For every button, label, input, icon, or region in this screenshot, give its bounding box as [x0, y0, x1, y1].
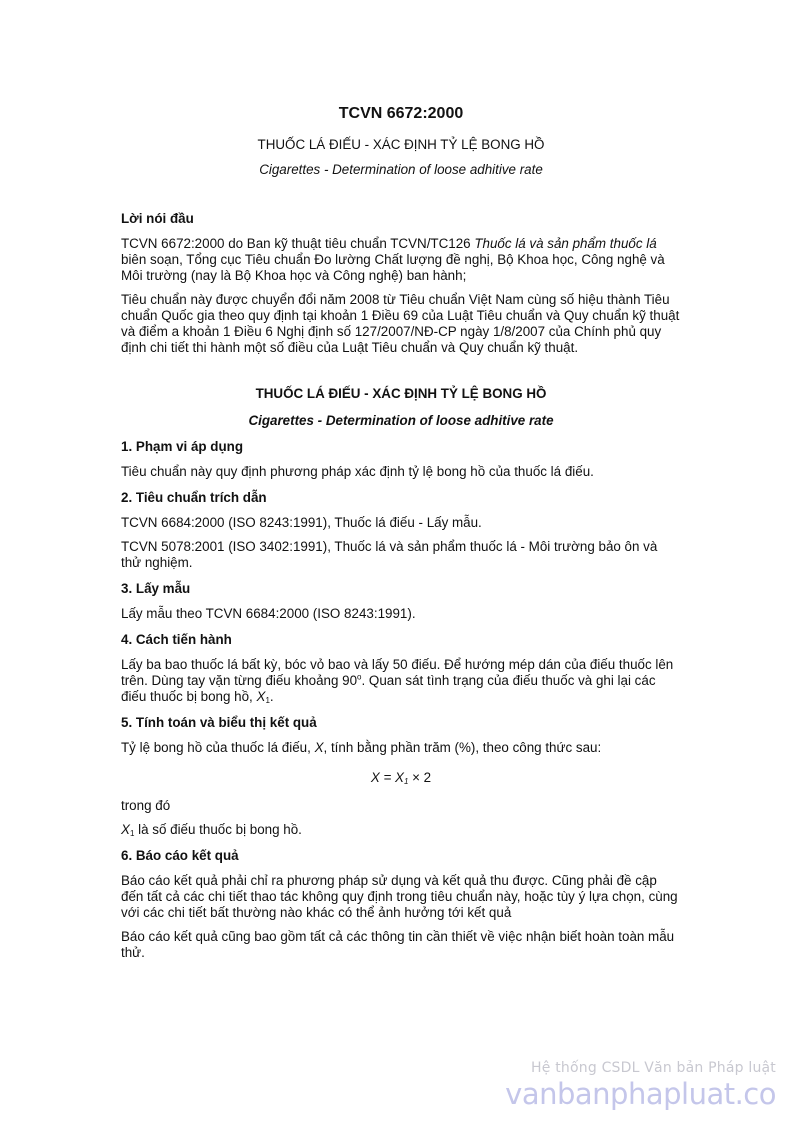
- section-2-ref-1: TCVN 6684:2000 (ISO 8243:1991), Thuốc lá điếu - Lấy mẫu.: [121, 515, 482, 530]
- section-3-heading: 3. Lấy mẫu: [121, 581, 191, 596]
- section-6-text-2: Báo cáo kết quả cũng bao gồm tất cả các thông tin cần thiết về việc nhận biết hoàn toàn mẫu thử.: [121, 929, 675, 960]
- formula-definition: $X_1$ là số điếu thuốc bị bong hồ.: [121, 822, 302, 838]
- document-title: TCVN 6672:2000: [338, 105, 464, 122]
- formula-where: trong đó: [121, 798, 171, 813]
- document-subtitle-en: Cigarettes - Determination of loose adhitive rate: [259, 162, 543, 177]
- section-1-heading: 1. Phạm vi áp dụng: [121, 439, 244, 454]
- standard-title-en: Cigarettes - Determination of loose adhitive rate: [248, 413, 554, 428]
- section-5-text: Tỷ lệ bong hồ của thuốc lá điếu, X, tính bằng phần trăm (%), theo công thức sau:: [121, 740, 602, 755]
- formula: $X = X_1 \times 2$: [370, 770, 432, 786]
- foreword-paragraph-2: Tiêu chuẩn này được chuyển đổi năm 2008 từ Tiêu chuẩn Việt Nam cùng số hiệu thành Tiêu chuẩn Quốc gia theo quy định tại khoản 1 Điều 69 của Luật Tiêu chuẩn và Quy chuẩn kỹ thuật và điểm a khoản 1 Điều 6 Nghị định số 127/2007/NĐ-CP ngày 1/8/2007 của Chính phủ quy định chi tiết thi hành một số điều của Luật Tiêu chuẩn và Quy chuẩn kỹ thuật.: [121, 292, 680, 355]
- document-page: [121, 104, 681, 969]
- section-2-heading: 2. Tiêu chuẩn trích dẫn: [121, 490, 267, 505]
- watermark: [505, 1059, 776, 1111]
- section-6-heading: 6. Báo cáo kết quả: [121, 848, 239, 863]
- section-3-text: Lấy mẫu theo TCVN 6684:2000 (ISO 8243:1991).: [121, 606, 416, 621]
- watermark-line-2: vanbanphapluat.co: [505, 1077, 776, 1111]
- standard-title-vi: THUỐC LÁ ĐIẾU - XÁC ĐỊNH TỶ LỆ BONG HỒ: [255, 386, 547, 401]
- document-subtitle-vi: THUỐC LÁ ĐIẾU - XÁC ĐỊNH TỶ LỆ BONG HỒ: [257, 137, 545, 152]
- section-5-heading: 5. Tính toán và biểu thị kết quả: [121, 715, 317, 730]
- section-6-text-1: Báo cáo kết quả phải chỉ ra phương pháp sử dụng và kết quả thu được. Cũng phải đề cập đến tất cả các chi tiết thao tác không quy định trong tiêu chuẩn này, hoặc tùy ý lựa chọn, cùng với các chi tiết bất thường nào khác có thể ảnh hưởng tới kết quả: [121, 873, 678, 920]
- foreword-heading: Lời nói đầu: [121, 211, 194, 226]
- section-1-text: Tiêu chuẩn này quy định phương pháp xác định tỷ lệ bong hồ của thuốc lá điếu.: [121, 464, 594, 479]
- watermark-line-1: Hệ thống CSDL Văn bản Pháp luật: [531, 1060, 776, 1076]
- section-4-heading: 4. Cách tiến hành: [121, 632, 232, 647]
- section-4-text: Lấy ba bao thuốc lá bất kỳ, bóc vỏ bao và lấy 50 điếu. Để hướng mép dán của điếu thuốc lên trên. Dùng tay vặn từng điếu khoảng 90$^o$. Quan sát tình trạng của điếu thuốc và ghi lại các điếu thuốc bị bong hồ, $X_1$.: [121, 657, 674, 705]
- section-2-ref-2: TCVN 5078:2001 (ISO 3402:1991), Thuốc lá và sản phẩm thuốc lá - Môi trường bảo ôn và thử nghiệm.: [121, 539, 658, 570]
- foreword-paragraph-1: TCVN 6672:2000 do Ban kỹ thuật tiêu chuẩn TCVN/TC126 Thuốc lá và sản phẩm thuốc lá biên soạn, Tổng cục Tiêu chuẩn Đo lường Chất lượng đề nghị, Bộ Khoa học, Công nghệ và Môi trường (nay là Bộ Khoa học và Công nghệ) ban hành;: [121, 236, 665, 283]
